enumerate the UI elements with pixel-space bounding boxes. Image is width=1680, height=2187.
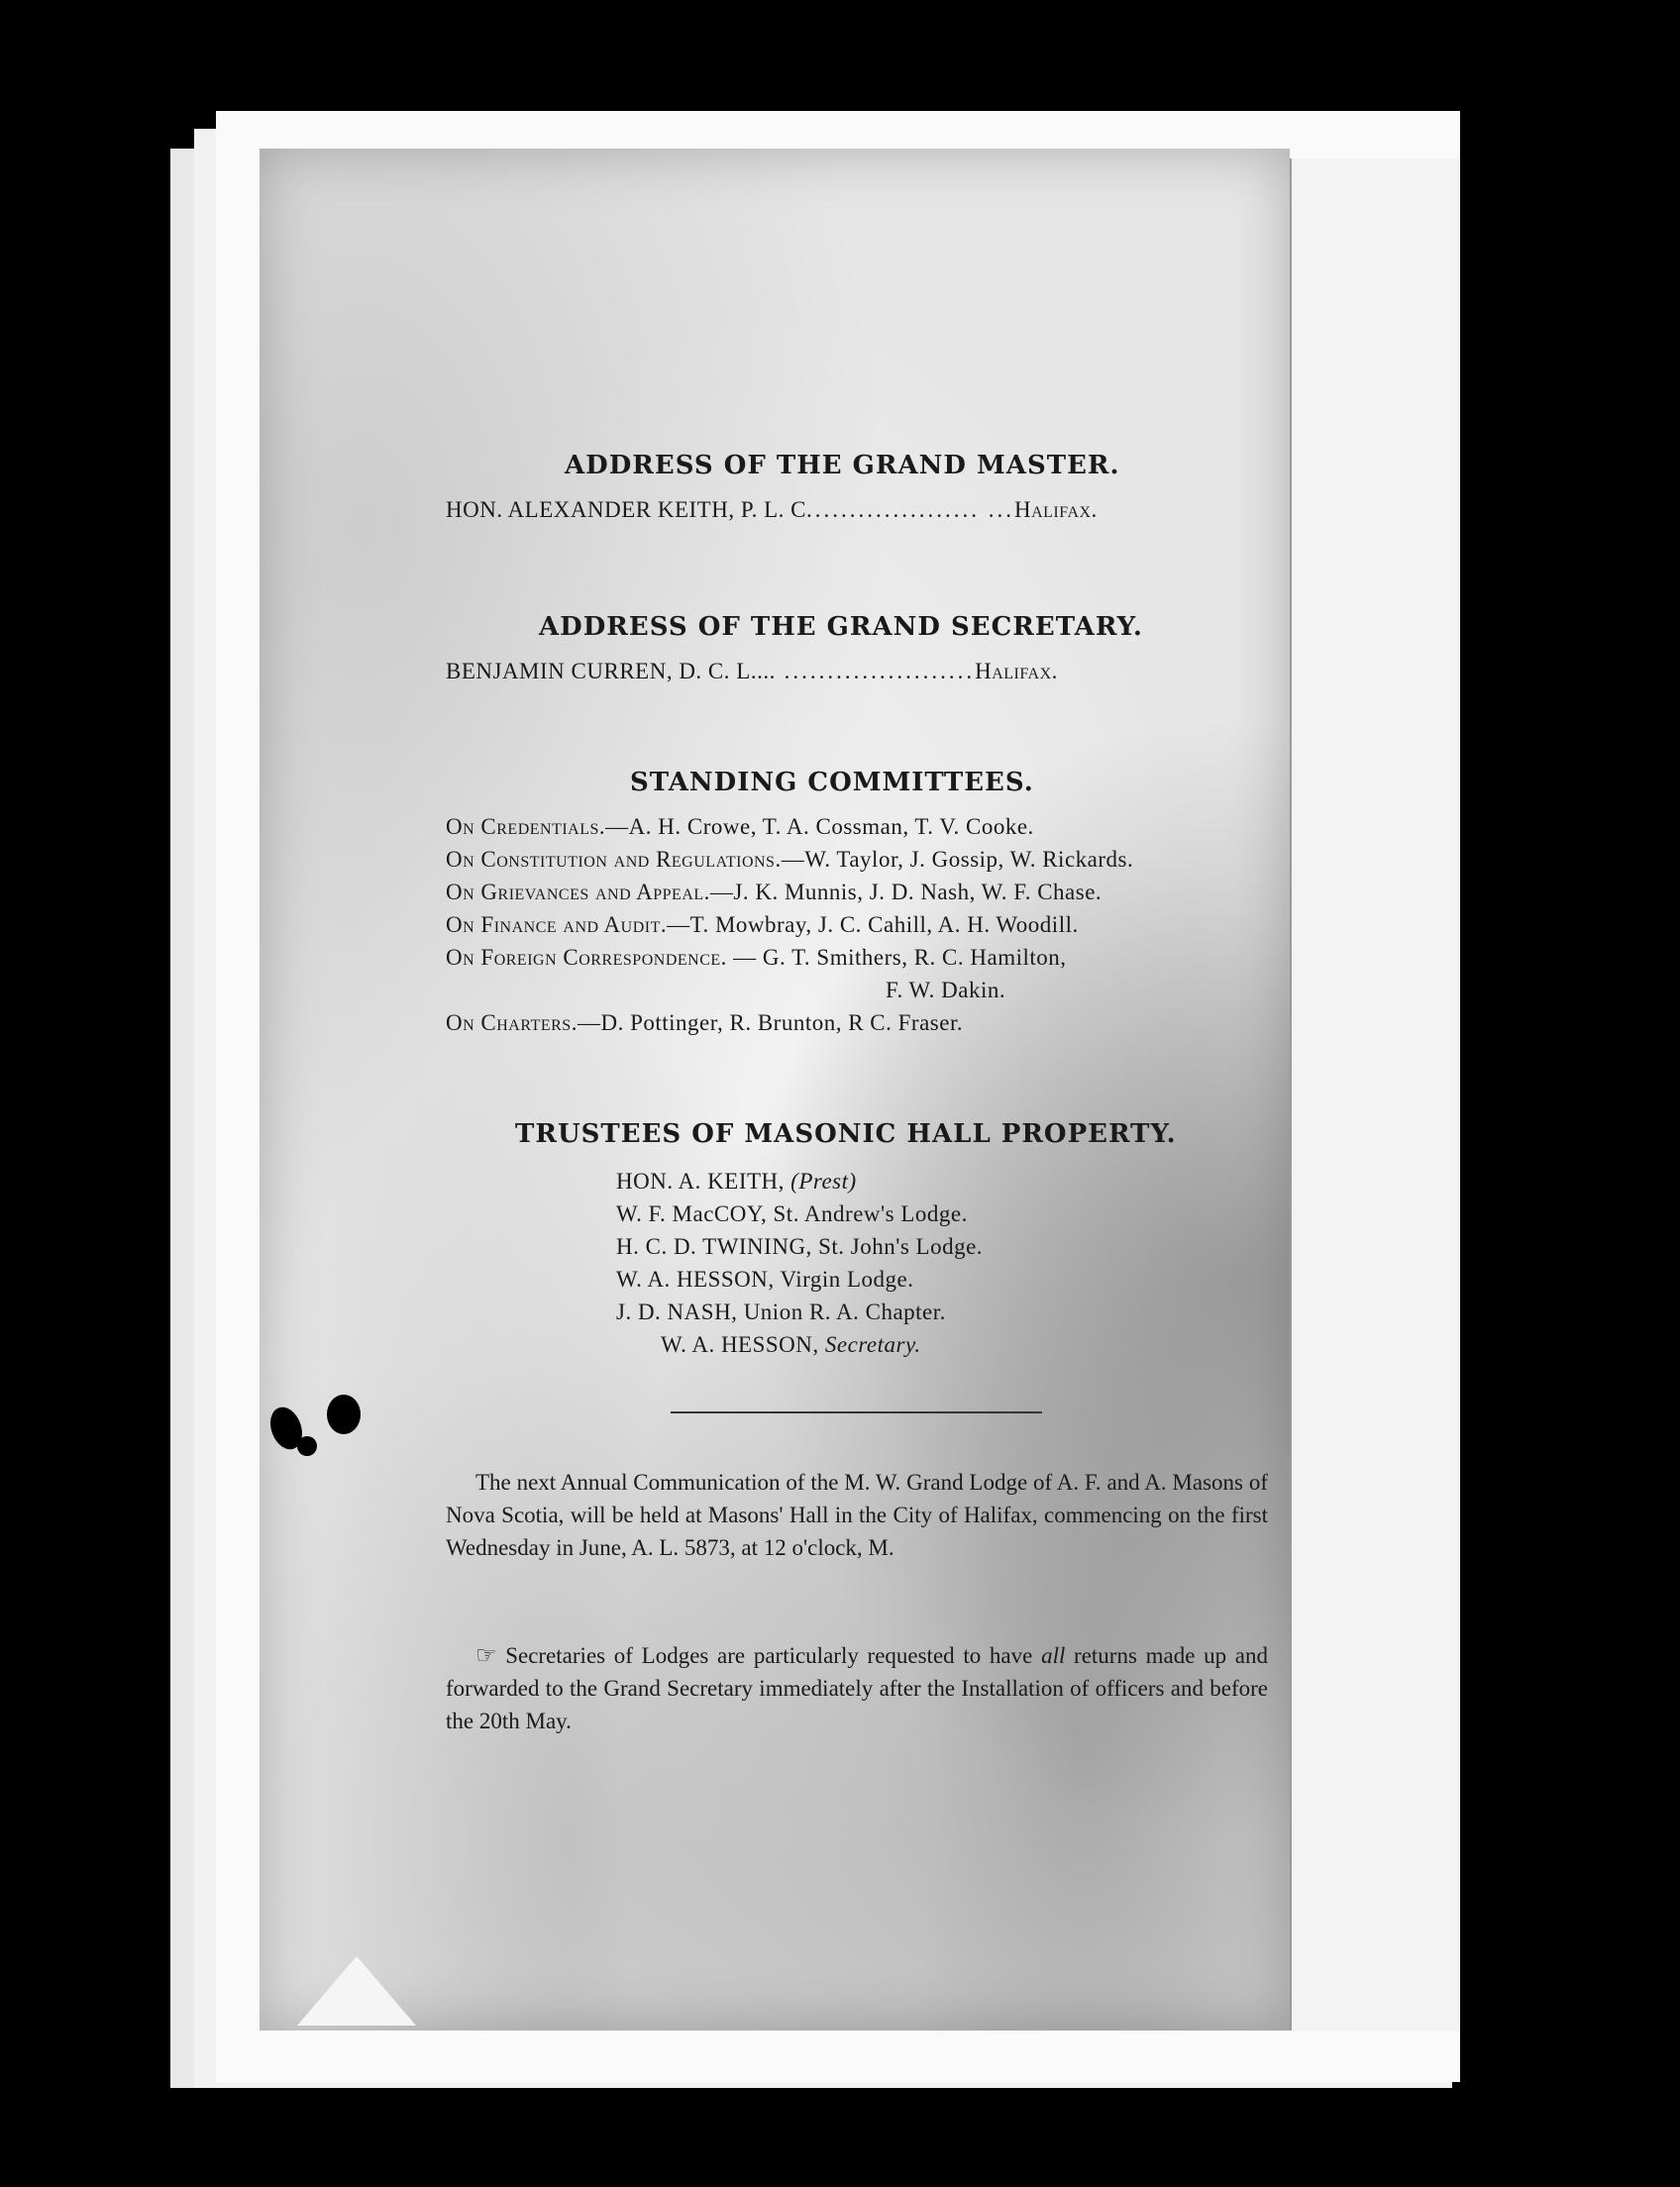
- committee-label: On Credentials.: [446, 814, 606, 839]
- divider-rule: [671, 1411, 1042, 1413]
- trustee-name: J. D. NASH,: [616, 1300, 738, 1324]
- committees-heading: STANDING COMMITTEES.: [630, 768, 1034, 797]
- grand-secretary-name: BENJAMIN CURREN, D. C. L....: [446, 659, 776, 683]
- trustee-item: [616, 1234, 983, 1260]
- trustee-item: [616, 1267, 914, 1293]
- trustee-name: HON. A. KEITH,: [616, 1169, 785, 1194]
- torn-corner: [297, 1956, 416, 2026]
- committee-item-continued: [886, 978, 1005, 1003]
- committee-label: On Foreign Correspondence.: [446, 945, 727, 970]
- committee-members: —D. Pottinger, R. Brunton, R C. Fraser.: [577, 1010, 964, 1035]
- request-text-before: Secretaries of Lodges are particularly requested to have: [505, 1643, 1033, 1668]
- committee-item: [446, 912, 1079, 938]
- trustee-item: [616, 1169, 857, 1195]
- page-edge-strip: [1290, 158, 1460, 2031]
- grand-master-name: HON. ALEXANDER KEITH, P. L. C: [446, 497, 806, 522]
- trustee-role: Secretary.: [824, 1332, 921, 1357]
- committee-item: [446, 1010, 963, 1036]
- committee-members: —A. H. Crowe, T. A. Cossman, T. V. Cooke.: [605, 814, 1034, 839]
- grand-secretary-line: BENJAMIN CURREN, D. C. L.... ......................Halifax.: [446, 659, 1058, 683]
- trustee-item: [661, 1332, 921, 1358]
- ink-blot: [327, 1395, 361, 1434]
- committee-item: [446, 847, 1133, 873]
- trustee-role: St. Andrew's Lodge.: [773, 1201, 968, 1226]
- trustee-name: H. C. D. TWINING,: [616, 1234, 812, 1259]
- committee-members: —T. Mowbray, J. C. Cahill, A. H. Woodill.: [667, 912, 1079, 937]
- request-text-after: returns made up and forwarded to the Grand Secretary immediately after the Installation of officers and before the 20th May.: [446, 1643, 1269, 1733]
- grand-master-heading: ADDRESS OF THE GRAND MASTER.: [565, 451, 1120, 480]
- committee-members: —J. K. Munnis, J. D. Nash, W. F. Chase.: [709, 880, 1102, 904]
- committee-members: F. W. Dakin.: [886, 978, 1006, 1002]
- committee-label: On Grievances and Appeal.: [446, 880, 710, 904]
- annual-communication-notice: The next Annual Communication of the M. W. Grand Lodge of A. F. and A. Masons of Nova Scotia, will be held at Masons' Hall in the City of Halifax, commencing on the first Wednesday in June, A. L. 5873, at 12 o'clock, M.: [446, 1470, 1268, 1560]
- trustee-item: [616, 1300, 946, 1325]
- committee-item: [446, 945, 1067, 971]
- pointing-hand-icon: ☞: [475, 1641, 497, 1669]
- trustee-role: Union R. A. Chapter.: [743, 1300, 946, 1324]
- grand-secretary-place: Halifax.: [975, 659, 1058, 683]
- trustee-name: W. F. MacCOY,: [616, 1201, 768, 1226]
- request-emphasis: all: [1041, 1643, 1066, 1668]
- secretaries-request: [446, 1639, 1268, 1737]
- committee-label: On Charters.: [446, 1010, 578, 1035]
- trustee-item: [616, 1201, 968, 1227]
- committee-item: [446, 880, 1102, 905]
- committee-label: On Finance and Audit.: [446, 912, 668, 937]
- ink-blot: [297, 1436, 317, 1456]
- trustee-role: St. John's Lodge.: [818, 1234, 984, 1259]
- committee-members: — G. T. Smithers, R. C. Hamilton,: [726, 945, 1067, 970]
- committee-members: —W. Taylor, J. Gossip, W. Rickards.: [781, 847, 1134, 872]
- committee-item: [446, 814, 1034, 840]
- trustees-heading: TRUSTEES OF MASONIC HALL PROPERTY.: [515, 1119, 1177, 1149]
- grand-master-place: Halifax.: [1013, 497, 1098, 522]
- trustee-role: (Prest): [790, 1169, 857, 1194]
- committee-label: On Constitution and Regulations.: [446, 847, 782, 872]
- grand-secretary-heading: ADDRESS OF THE GRAND SECRETARY.: [539, 612, 1143, 642]
- document-page: [260, 149, 1290, 2031]
- trustee-role: Virgin Lodge.: [780, 1267, 914, 1292]
- trustee-name: W. A. HESSON,: [616, 1267, 775, 1292]
- trustee-name: W. A. HESSON,: [661, 1332, 819, 1357]
- grand-master-line: HON. ALEXANDER KEITH, P. L. C.................... ...Halifax.: [446, 497, 1098, 522]
